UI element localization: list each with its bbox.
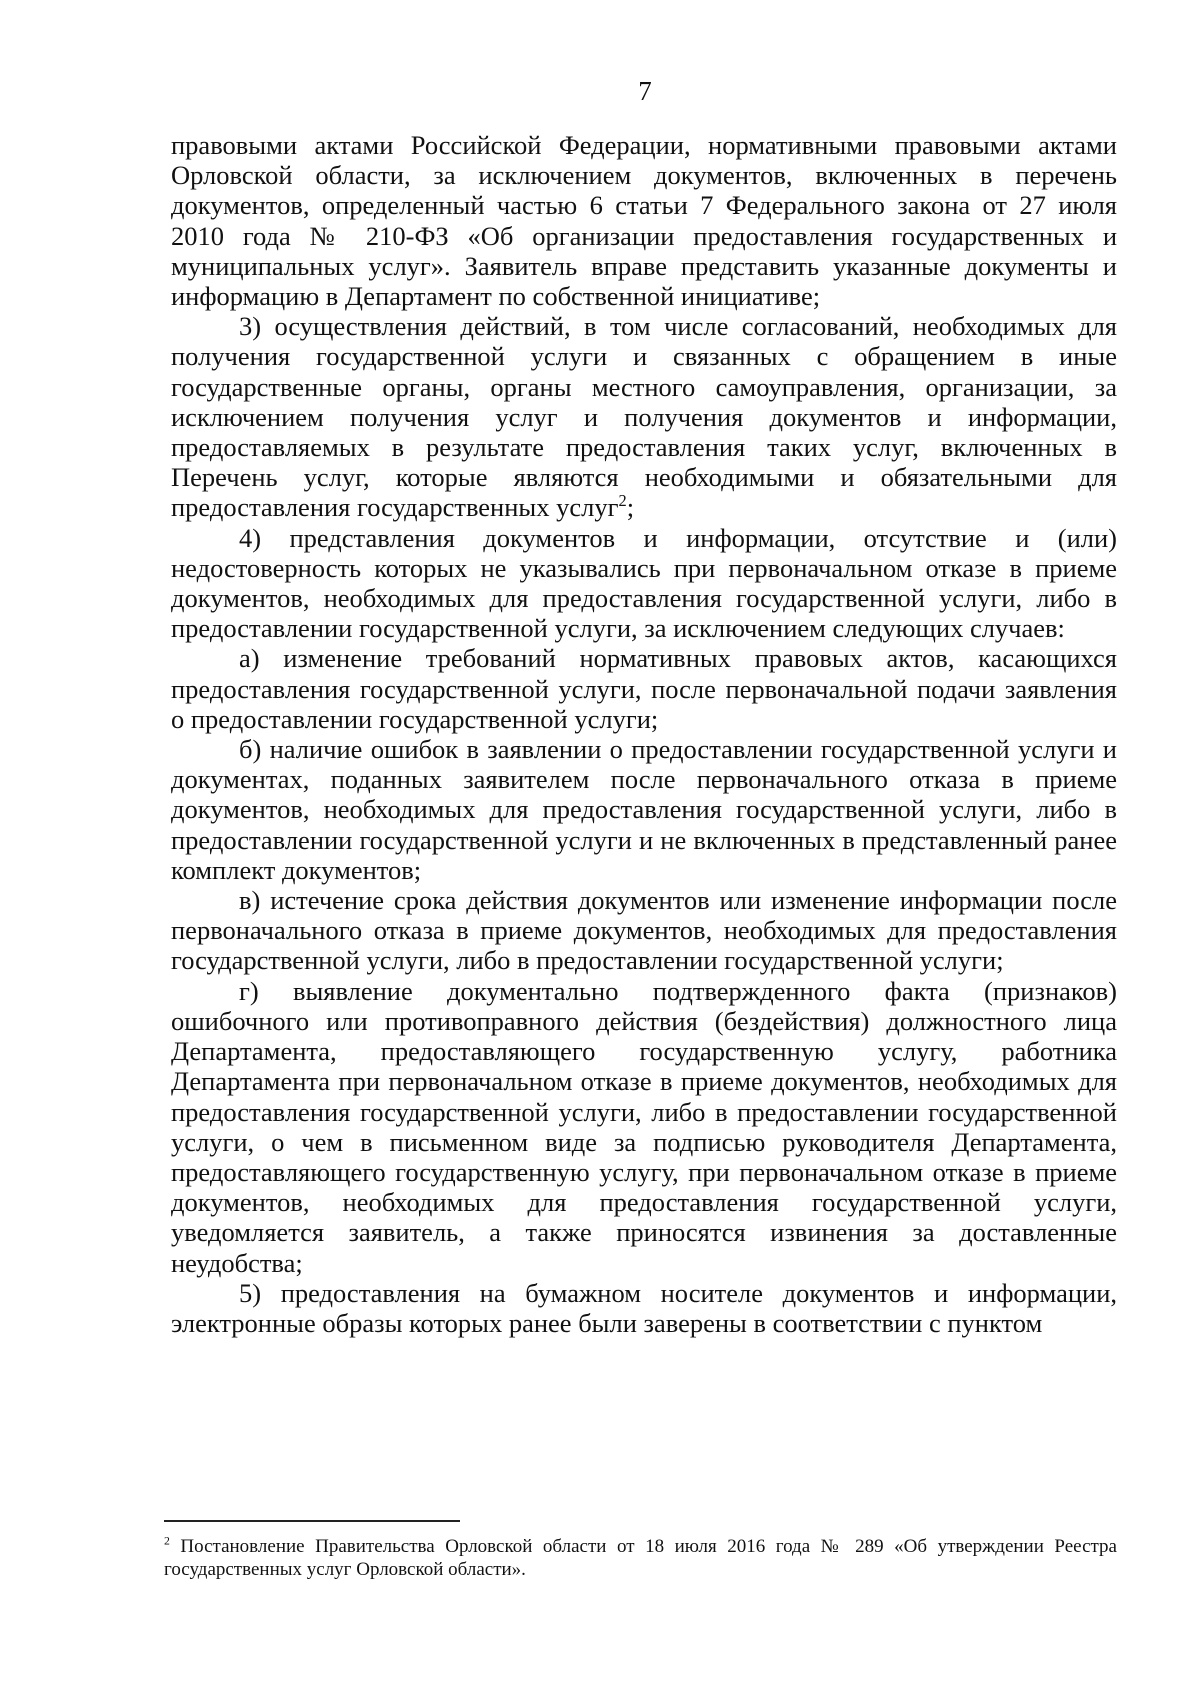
paragraph-item-3-tail: ;: [626, 492, 635, 523]
paragraph-subitem-v: в) истечение срока действия документов или изменение информации после первоначального отказа в приеме документов, необходимых для предоставления государственной услуги, либо в предоставлении государственной услуги;: [171, 885, 1117, 976]
paragraph-continuation: правовыми актами Российской Федерации, нормативными правовыми актами Орловской области, за исключением документов, включенных в перечень документов, определенный частью 6 статьи 7 Федерального закона от 27 июля 2010 года № 210-ФЗ «Об организации предоставления государственных и муниципальных услуг». Заявитель вправе представить указанные документы и информацию в Департамент по собственной инициативе;: [171, 130, 1117, 312]
paragraph-item-5: 5) предоставления на бумажном носителе документов и информации, электронные образы которых ранее были заверены в соответствии с пунктом: [171, 1277, 1117, 1338]
paragraph-item-3-text: 3) осуществления действий, в том числе согласований, необходимых для получения государственной услуги и связанных с обращением в иные государственные органы, органы местного самоуправления, организации, за исключением получения услуг и получения документов и информации, предоставляемых в результате предоставления таких услуг, включенных в Перечень услуг, которые являются необходимыми и обязательными для предоставления государственных услуг: [171, 311, 1117, 523]
paragraph-item-4: 4) представления документов и информации, отсутствие и (или) недостоверность которых не указывались при первоначальном отказе в приеме документов, необходимых для предоставления государственной услуги, либо в предоставлении государственной услуги, за исключением следующих случаев:: [171, 522, 1117, 644]
page-number: 7: [638, 76, 652, 106]
paragraph-item-3: [171, 311, 1117, 522]
footnote: [164, 1535, 1117, 1581]
paragraph-subitem-g: г) выявление документально подтвержденного факта (признаков) ошибочного или противоправного действия (бездействия) должностного лица Департамента, предоставляющего государственную услугу, работника Департамента при первоначальном отказе в приеме документов, необходимых для предоставления государственной услуги, либо в предоставлении государственной услуги, о чем в письменном виде за подписью руководителя Департамента, предоставляющего государственную услугу, при первоначальном отказе в приеме документов, необходимых для предоставления государственной услуги, уведомляется заявитель, а также приносятся извинения за доставленные неудобства;: [171, 975, 1117, 1278]
footnote-reference: 2: [618, 491, 627, 511]
footnote-divider: [164, 1520, 460, 1522]
document-body: [171, 130, 1117, 1338]
paragraph-subitem-b: б) наличие ошибок в заявлении о предоставлении государственной услуги и документах, поданных заявителем после первоначального отказа в приеме документов, необходимых для предоставления государственной услуги, либо в предоставлении государственной услуги и не включенных в представленный ранее комплект документов;: [171, 734, 1117, 885]
footnote-text: Постановление Правительства Орловской области от 18 июля 2016 года № 289 «Об утверждении Реестра государственных услуг Орловской области».: [164, 1536, 1117, 1580]
footnote-marker: 2: [164, 1534, 170, 1548]
paragraph-subitem-a: а) изменение требований нормативных правовых актов, касающихся предоставления государственной услуги, после первоначальной подачи заявления о предоставлении государственной услуги;: [171, 643, 1117, 734]
